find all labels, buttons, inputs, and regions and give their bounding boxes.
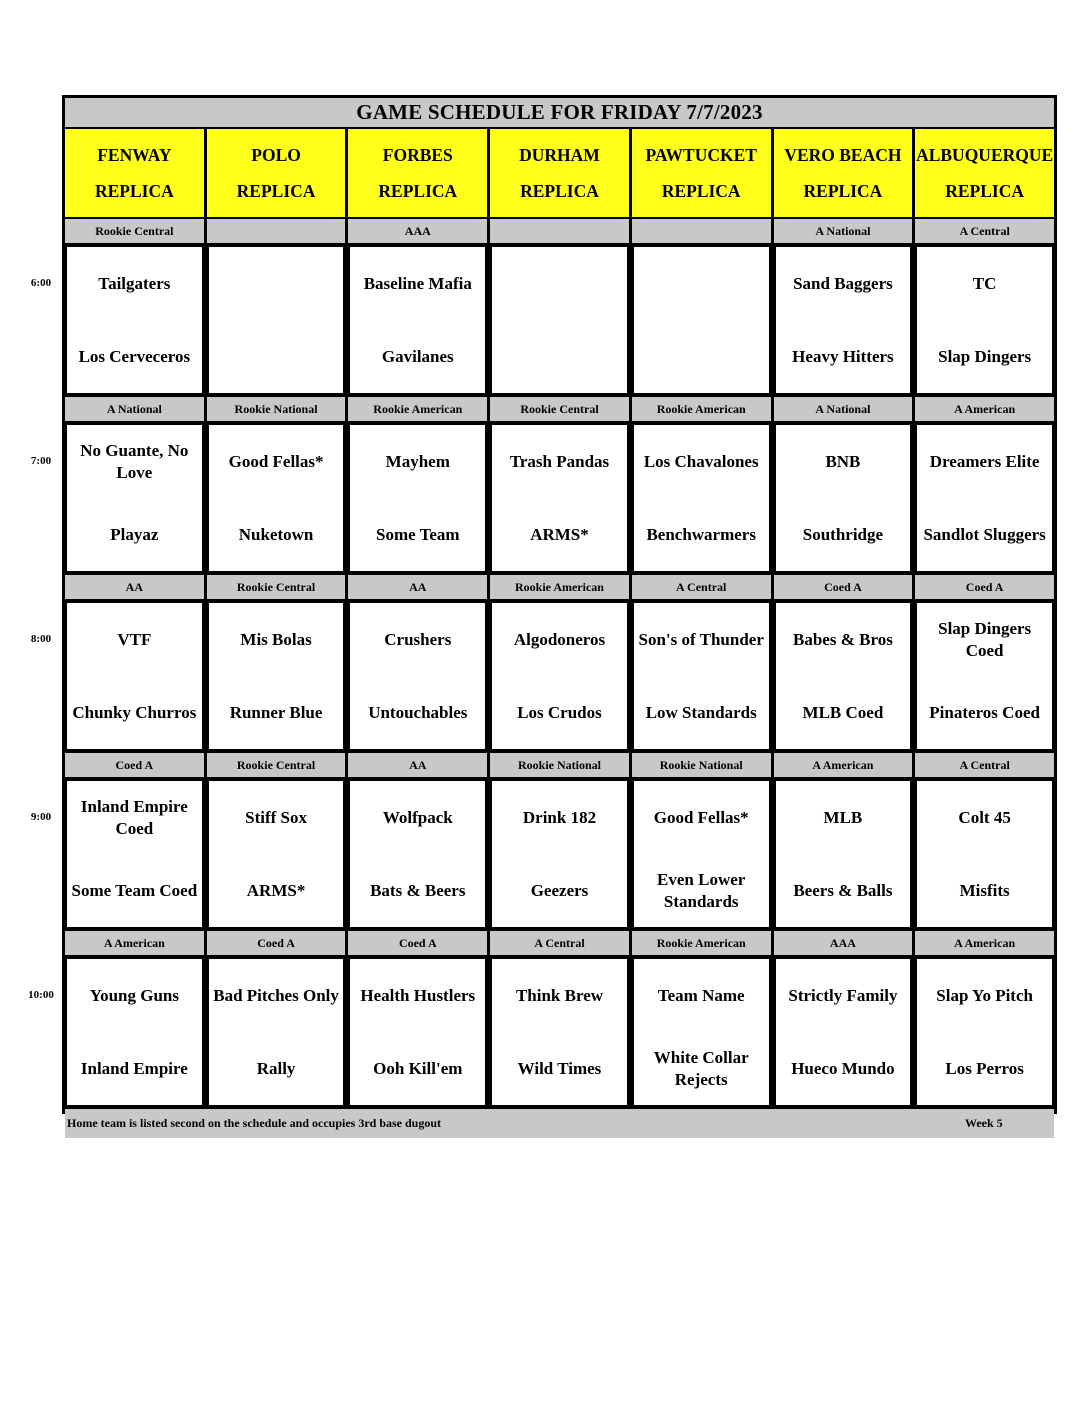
game-cell bbox=[490, 245, 629, 395]
home-team: Some Team bbox=[375, 524, 460, 544]
away-team: BNB bbox=[825, 451, 861, 471]
division-label bbox=[490, 219, 629, 243]
away-team: Drink 182 bbox=[522, 807, 597, 827]
away-team: Algodoneros bbox=[513, 629, 606, 649]
away-team: TC bbox=[972, 273, 997, 293]
division-label: AAA bbox=[774, 931, 913, 955]
game-cell bbox=[632, 601, 771, 751]
home-team: Even Lower Standards bbox=[657, 870, 746, 911]
game-cell bbox=[65, 245, 204, 395]
schedule-table bbox=[62, 95, 1057, 1130]
game-cell bbox=[207, 779, 346, 929]
game-cell bbox=[490, 957, 629, 1107]
field-header bbox=[207, 129, 346, 217]
division-label: A Central bbox=[915, 753, 1054, 777]
game-cell bbox=[207, 423, 346, 573]
game-cell bbox=[65, 779, 204, 929]
away-team: Son's of Thunder bbox=[638, 629, 764, 649]
game-cell bbox=[774, 423, 913, 573]
division-label: A Central bbox=[915, 219, 1054, 243]
division-label: Rookie National bbox=[490, 753, 629, 777]
game-cell bbox=[915, 957, 1054, 1107]
home-team: Chunky Churros bbox=[72, 702, 197, 722]
game-cell bbox=[207, 601, 346, 751]
division-label: Rookie Central bbox=[490, 397, 629, 421]
away-team: Mayhem bbox=[385, 451, 450, 471]
away-team: Stiff Sox bbox=[245, 807, 307, 827]
game-cell bbox=[774, 779, 913, 929]
home-team: White Collar Rejects bbox=[653, 1048, 749, 1089]
field-name: ALBUQUERQUE bbox=[916, 144, 1054, 165]
away-team: Crushers bbox=[384, 629, 452, 649]
game-cell bbox=[207, 957, 346, 1107]
division-label: Rookie American bbox=[632, 397, 771, 421]
game-cell bbox=[915, 601, 1054, 751]
division-label: Rookie National bbox=[632, 753, 771, 777]
away-team: Tailgaters bbox=[98, 273, 171, 293]
home-team: Los Perros bbox=[945, 1058, 1024, 1078]
game-cell bbox=[348, 423, 487, 573]
game-cell bbox=[774, 245, 913, 395]
field-name: PAWTUCKET bbox=[645, 144, 757, 165]
away-team: Health Hustlers bbox=[360, 985, 476, 1005]
home-team: Southridge bbox=[802, 524, 884, 544]
game-cell bbox=[632, 423, 771, 573]
away-team: Babes & Bros bbox=[793, 629, 893, 649]
game-cell bbox=[632, 957, 771, 1107]
field-subtitle: REPLICA bbox=[803, 180, 883, 201]
home-team: Inland Empire bbox=[80, 1058, 188, 1078]
home-team: Ooh Kill'em bbox=[373, 1058, 463, 1078]
field-header bbox=[774, 129, 913, 217]
game-cell bbox=[774, 957, 913, 1107]
field-header bbox=[915, 129, 1054, 217]
home-team bbox=[492, 320, 627, 393]
field-header bbox=[348, 129, 487, 217]
division-label: Rookie Central bbox=[65, 219, 204, 243]
home-team: Rally bbox=[256, 1058, 296, 1078]
game-cell bbox=[632, 779, 771, 929]
division-label: Rookie American bbox=[348, 397, 487, 421]
time-label: 10:00 bbox=[28, 989, 54, 1001]
field-subtitle: REPLICA bbox=[378, 180, 458, 201]
home-team: Pinateros Coed bbox=[929, 702, 1040, 722]
away-team: Mis Bolas bbox=[240, 629, 312, 649]
schedule-title: GAME SCHEDULE FOR FRIDAY 7/7/2023 bbox=[65, 98, 1054, 127]
away-team: Los Chavalones bbox=[643, 451, 759, 471]
division-label bbox=[207, 219, 346, 243]
away-team: Slap Yo Pitch bbox=[936, 985, 1033, 1005]
home-team: Misfits bbox=[959, 880, 1010, 900]
division-label: A American bbox=[65, 931, 204, 955]
division-label: Coed A bbox=[207, 931, 346, 955]
game-cell bbox=[65, 957, 204, 1107]
away-team bbox=[209, 247, 344, 320]
away-team: Trash Pandas bbox=[509, 451, 610, 471]
division-label: A American bbox=[915, 931, 1054, 955]
away-team: Good Fellas* bbox=[228, 451, 324, 471]
home-team: Heavy Hitters bbox=[792, 346, 894, 366]
time-label: 6:00 bbox=[30, 277, 52, 289]
division-label: Rookie American bbox=[632, 931, 771, 955]
home-team: Low Standards bbox=[645, 702, 757, 722]
away-team: Bad Pitches Only bbox=[213, 985, 339, 1005]
away-team: Slap Dingers Coed bbox=[938, 619, 1032, 660]
game-cell bbox=[915, 779, 1054, 929]
away-team: MLB bbox=[823, 807, 863, 827]
game-cell bbox=[348, 245, 487, 395]
field-header bbox=[65, 129, 204, 217]
week-label: Week 5 bbox=[965, 1116, 1003, 1130]
field-subtitle: REPLICA bbox=[236, 180, 316, 201]
home-team bbox=[634, 320, 769, 393]
field-name: FENWAY bbox=[97, 144, 172, 165]
home-team: Some Team Coed bbox=[71, 880, 198, 900]
home-team: Sandlot Sluggers bbox=[923, 524, 1046, 544]
division-label: Coed A bbox=[774, 575, 913, 599]
field-subtitle: REPLICA bbox=[945, 180, 1025, 201]
field-name: VERO BEACH bbox=[784, 144, 902, 165]
home-team: ARMS* bbox=[530, 524, 589, 544]
division-label: Rookie National bbox=[207, 397, 346, 421]
game-cell bbox=[915, 423, 1054, 573]
home-team: Geezers bbox=[530, 880, 589, 900]
home-team: Untouchables bbox=[368, 702, 468, 722]
game-cell bbox=[774, 601, 913, 751]
division-label: A National bbox=[774, 219, 913, 243]
home-team: ARMS* bbox=[246, 880, 306, 900]
division-label: A Central bbox=[490, 931, 629, 955]
field-header bbox=[632, 129, 771, 217]
division-label: Coed A bbox=[348, 931, 487, 955]
game-cell bbox=[65, 601, 204, 751]
game-cell bbox=[915, 245, 1054, 395]
field-name: DURHAM bbox=[519, 144, 600, 165]
away-team: VTF bbox=[117, 629, 152, 649]
division-label: Rookie Central bbox=[207, 753, 346, 777]
division-label: AA bbox=[65, 575, 204, 599]
home-team: Los Crudos bbox=[517, 702, 602, 722]
game-cell bbox=[632, 245, 771, 395]
division-label: A American bbox=[915, 397, 1054, 421]
game-cell bbox=[490, 423, 629, 573]
away-team: Strictly Family bbox=[788, 985, 898, 1005]
division-label: A American bbox=[774, 753, 913, 777]
home-team: Gavilanes bbox=[381, 346, 454, 366]
away-team: Sand Baggers bbox=[793, 273, 893, 293]
division-label: A Central bbox=[632, 575, 771, 599]
away-team: Colt 45 bbox=[958, 807, 1011, 827]
field-subtitle: REPLICA bbox=[520, 180, 599, 201]
home-team: Nuketown bbox=[238, 524, 314, 544]
division-label: A National bbox=[65, 397, 204, 421]
time-label: 8:00 bbox=[30, 633, 52, 645]
time-label: 7:00 bbox=[30, 455, 52, 467]
time-label: 9:00 bbox=[30, 811, 52, 823]
away-team: Think Brew bbox=[515, 985, 604, 1005]
away-team bbox=[634, 247, 769, 320]
away-team: Team Name bbox=[657, 985, 745, 1005]
home-team: Hueco Mundo bbox=[791, 1058, 895, 1078]
division-label: Coed A bbox=[65, 753, 204, 777]
home-team: Beers & Balls bbox=[793, 880, 893, 900]
home-team: Slap Dingers bbox=[938, 346, 1032, 366]
division-label: A National bbox=[774, 397, 913, 421]
game-cell bbox=[348, 601, 487, 751]
away-team: Inland Empire Coed bbox=[80, 797, 188, 838]
division-label: AA bbox=[348, 575, 487, 599]
division-label: AAA bbox=[348, 219, 487, 243]
home-team bbox=[209, 320, 344, 393]
home-team-note: Home team is listed second on the schedule and occupies 3rd base dugout bbox=[67, 1116, 442, 1130]
home-team: Bats & Beers bbox=[370, 880, 466, 900]
division-label bbox=[632, 219, 771, 243]
game-cell bbox=[348, 779, 487, 929]
away-team: Young Guns bbox=[89, 985, 179, 1005]
away-team: No Guante, No Love bbox=[80, 441, 189, 482]
away-team: Good Fellas* bbox=[653, 807, 749, 827]
home-team: Los Cerveceros bbox=[78, 346, 191, 366]
division-label: Coed A bbox=[915, 575, 1054, 599]
field-name: POLO bbox=[251, 144, 301, 165]
field-header bbox=[490, 129, 629, 217]
home-team: Wild Times bbox=[517, 1058, 602, 1078]
schedule-footer bbox=[65, 1109, 1054, 1138]
field-subtitle: REPLICA bbox=[94, 180, 174, 201]
away-team: Wolfpack bbox=[382, 807, 453, 827]
game-cell bbox=[207, 245, 346, 395]
field-name: FORBES bbox=[382, 144, 453, 165]
home-team: Benchwarmers bbox=[646, 524, 756, 544]
home-team: MLB Coed bbox=[802, 702, 884, 722]
home-team: Playaz bbox=[110, 524, 159, 544]
game-cell bbox=[490, 601, 629, 751]
division-label: Rookie Central bbox=[207, 575, 346, 599]
division-label: AA bbox=[348, 753, 487, 777]
away-team bbox=[492, 247, 627, 320]
home-team: Runner Blue bbox=[229, 702, 323, 722]
field-subtitle: REPLICA bbox=[661, 180, 741, 201]
game-cell bbox=[490, 779, 629, 929]
away-team: Baseline Mafia bbox=[363, 273, 472, 293]
away-team: Dreamers Elite bbox=[929, 451, 1040, 471]
game-cell bbox=[65, 423, 204, 573]
game-cell bbox=[348, 957, 487, 1107]
division-label: Rookie American bbox=[490, 575, 629, 599]
